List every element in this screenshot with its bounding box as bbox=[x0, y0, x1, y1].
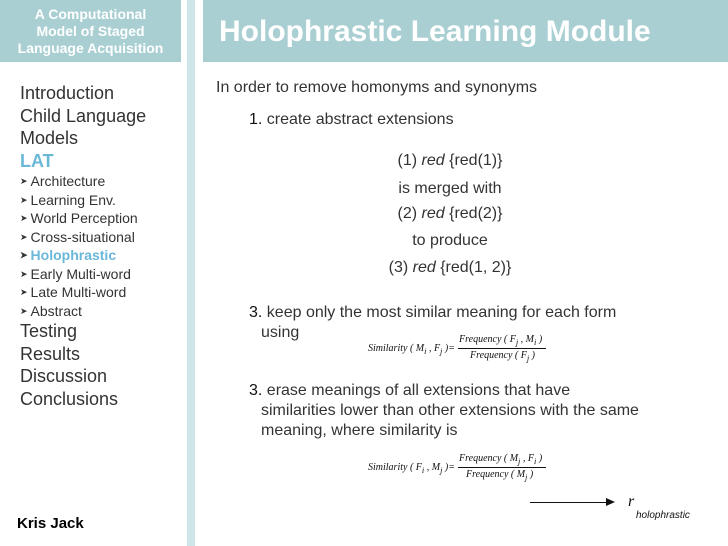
arrow-head-icon bbox=[606, 498, 615, 506]
sidebar-title bbox=[0, 0, 181, 62]
step-1 bbox=[249, 110, 454, 130]
formula-denominator: Frequency ( $F_j$ ) bbox=[470, 350, 535, 363]
example-prefix: (3) bbox=[388, 259, 413, 276]
fraction-bar bbox=[458, 348, 546, 349]
nav-item-abstract[interactable] bbox=[20, 302, 180, 321]
step-text: create abstract extensions bbox=[266, 111, 454, 128]
example-word: red bbox=[412, 259, 436, 276]
example-rest: {red(1, 2)} bbox=[435, 259, 512, 276]
formula-numerator: Frequency ( $M_j$ , $F_i$ ) bbox=[459, 453, 543, 466]
nav-item-label: Child Language bbox=[20, 105, 147, 126]
example-line-2: is merged with bbox=[398, 180, 502, 197]
nav-item-label: Abstract bbox=[30, 302, 82, 319]
nav-item-label: Late Multi-word bbox=[30, 284, 127, 300]
author-name: Kris Jack bbox=[17, 515, 84, 532]
formula-lhs: Similarity ( $M_i$ , $F_j$ )= bbox=[368, 343, 455, 356]
step-number: 3. bbox=[249, 382, 263, 399]
nav-item-label: LAT bbox=[20, 150, 54, 171]
nav-item-conclusions[interactable] bbox=[20, 388, 180, 411]
nav-item-models[interactable] bbox=[20, 127, 180, 150]
formula-lhs: Similarity ( $F_i$ , $M_j$ )= bbox=[368, 462, 455, 475]
step-text: using bbox=[261, 324, 300, 341]
step-number: 3. bbox=[249, 304, 263, 321]
nav-item-label: Introduction bbox=[20, 83, 115, 103]
nav-item-learning-env[interactable] bbox=[20, 191, 180, 210]
nav-item-early-multi-word[interactable] bbox=[20, 265, 180, 284]
arrow-bullet-icon: ➤ bbox=[20, 305, 28, 316]
example-line-3 bbox=[330, 204, 570, 224]
nav-item-label: Results bbox=[20, 343, 81, 364]
nav-item-late-multi-word[interactable] bbox=[20, 283, 180, 302]
step-text: erase meanings of all extensions that have bbox=[266, 382, 571, 399]
step-text: keep only the most similar meaning for each form bbox=[266, 304, 617, 321]
arrow-bullet-icon: ➤ bbox=[20, 213, 28, 223]
arrow-bullet-icon: ➤ bbox=[20, 287, 28, 297]
formula-numerator: Frequency ( $F_j$ , $M_i$ ) bbox=[459, 334, 543, 347]
nav-item-cross-situational[interactable] bbox=[20, 228, 180, 247]
page-title: Holophrastic Learning Module bbox=[219, 15, 651, 48]
nav-item-label: Cross-situational bbox=[30, 228, 135, 245]
nav-item-world-perception[interactable] bbox=[20, 209, 180, 228]
nav-item-label: Holophrastic bbox=[30, 247, 117, 263]
nav-item-label: Discussion bbox=[20, 366, 108, 386]
nav-item-label: Early Multi-word bbox=[30, 265, 131, 282]
nav-item-label: World Perception bbox=[30, 210, 138, 226]
nav-item-lat[interactable] bbox=[20, 150, 180, 173]
nav-item-discussion[interactable] bbox=[20, 365, 180, 388]
sidebar-divider bbox=[187, 0, 195, 546]
nav-item-holophrastic[interactable] bbox=[20, 246, 180, 265]
step-text: similarities lower than other extensions with the same bbox=[261, 402, 639, 419]
arrow-line bbox=[530, 502, 608, 503]
example-line-1 bbox=[330, 151, 570, 171]
example-line-4: to produce bbox=[412, 232, 488, 249]
nav-item-results[interactable] bbox=[20, 343, 180, 366]
nav-item-label: Learning Env. bbox=[30, 191, 116, 208]
example-rest: {red(2)} bbox=[444, 205, 503, 222]
intro-text: In order to remove homonyms and synonyms bbox=[216, 79, 538, 96]
arrow-bullet-icon: ➤ bbox=[20, 231, 28, 242]
formula-denominator: Frequency ( $M_j$ ) bbox=[466, 469, 534, 482]
nav-item-label: Architecture bbox=[30, 173, 106, 189]
arrow-bullet-icon: ➤ bbox=[20, 176, 28, 186]
header-bar bbox=[203, 0, 728, 62]
step-number: 1. bbox=[249, 111, 263, 128]
nav-item-testing[interactable] bbox=[20, 320, 180, 343]
nav-item-architecture[interactable] bbox=[20, 172, 180, 191]
arrow-bullet-icon: ➤ bbox=[20, 250, 28, 260]
nav-item-child-language[interactable] bbox=[20, 105, 180, 128]
result-symbol: r bbox=[628, 493, 635, 510]
nav-item-label: Models bbox=[20, 128, 79, 148]
result-subscript: holophrastic bbox=[636, 510, 690, 521]
example-word: red bbox=[421, 205, 445, 222]
nav-item-introduction[interactable] bbox=[20, 82, 180, 105]
sidebar-nav bbox=[20, 82, 180, 410]
example-prefix: (1) bbox=[397, 152, 422, 169]
step-text: meaning, where similarity is bbox=[261, 422, 458, 439]
sidebar-title-line: A Computational bbox=[34, 5, 147, 22]
arrow-bullet-icon: ➤ bbox=[20, 194, 28, 205]
arrow-bullet-icon: ➤ bbox=[20, 268, 28, 279]
example-rest: {red(1)} bbox=[444, 152, 503, 169]
nav-item-label: Testing bbox=[20, 321, 78, 341]
example-word: red bbox=[421, 152, 445, 169]
sidebar-title-line: Language Acquisition bbox=[17, 39, 164, 56]
example-line-5 bbox=[330, 258, 570, 278]
sidebar-title-line: Model of Staged bbox=[36, 22, 145, 39]
nav-item-label: Conclusions bbox=[20, 388, 119, 409]
step-3 bbox=[249, 381, 639, 441]
example-prefix: (2) bbox=[397, 205, 422, 222]
fraction-bar bbox=[458, 467, 546, 468]
step-2 bbox=[249, 303, 616, 343]
